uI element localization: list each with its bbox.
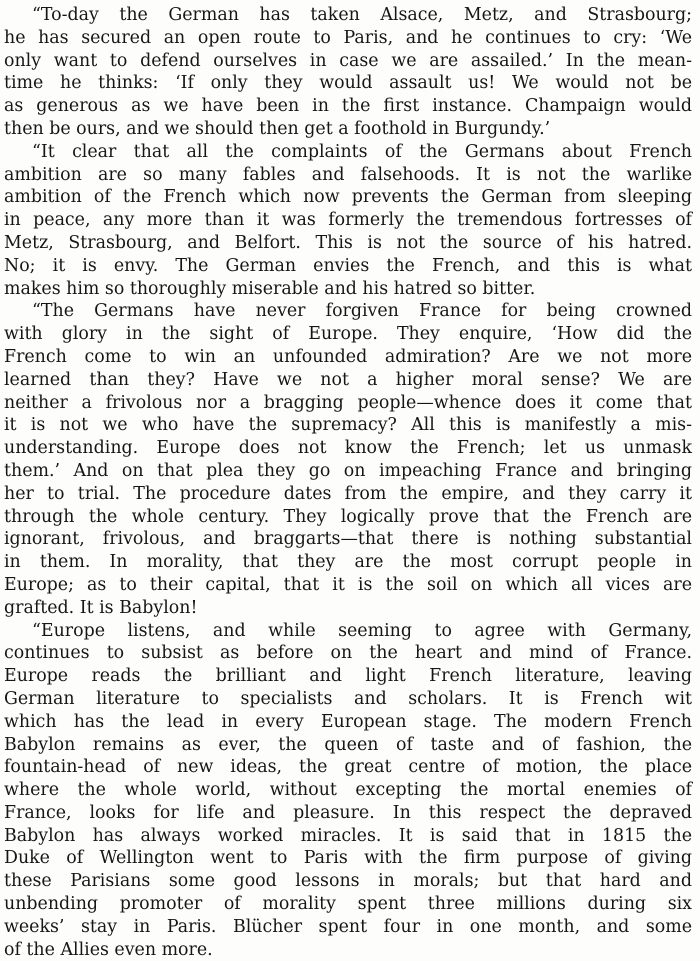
text-line: them.’ And on that plea they go on impeaching France and bringing bbox=[4, 460, 692, 481]
text-line: ignorant, frivolous, and braggarts—that there is nothing substantial bbox=[4, 529, 692, 550]
text-line: Europe reads the brilliant and light French literature, leaving bbox=[4, 666, 692, 687]
text-line: Metz, Strasbourg, and Belfort. This is not the source of his hatred. bbox=[4, 232, 692, 253]
paragraph-1 bbox=[4, 4, 692, 141]
text-line: No; it is envy. The German envies the French, and this is what bbox=[4, 255, 692, 276]
text-line: these Parisians some good lessons in morals; but that hard and bbox=[4, 871, 692, 892]
text-line: where the whole world, without excepting the mortal enemies of bbox=[4, 780, 692, 801]
paragraph-4 bbox=[4, 620, 692, 961]
text-line: unbending promoter of morality spent three millions during six bbox=[4, 894, 692, 915]
text-line: Duke of Wellington went to Paris with the firm purpose of giving bbox=[4, 848, 692, 869]
text-line: as generous as we have been in the first instance. Champaign would bbox=[4, 96, 692, 117]
text-line: he has secured an open route to Paris, and he continues to cry: ‘We bbox=[4, 27, 692, 48]
text-line: continues to subsist as before on the heart and mind of France. bbox=[4, 643, 692, 664]
text-line: French come to win an unfounded admiration? Are we not more bbox=[4, 346, 692, 367]
text-line: through the whole century. They logically prove that the French are bbox=[4, 506, 692, 527]
text-line: then be ours, and we should then get a foothold in Burgundy.’ bbox=[4, 118, 551, 139]
text-line: her to trial. The procedure dates from the empire, and they carry it bbox=[4, 483, 692, 504]
text-line: with glory in the sight of Europe. They enquire, ‘How did the bbox=[4, 324, 692, 345]
text-line: in peace, any more than it was formerly the tremendous fortresses of bbox=[4, 210, 692, 231]
text-line: ambition of the French which now prevents the German from sleeping bbox=[4, 187, 692, 208]
paragraph-2 bbox=[4, 141, 692, 301]
text-line: “Europe listens, and while seeming to agree with Germany, bbox=[32, 620, 692, 641]
text-line: only want to defend ourselves in case we are assailed.’ In the mean- bbox=[4, 50, 692, 71]
text-line: makes him so thoroughly miserable and his hatred so bitter. bbox=[4, 278, 536, 299]
text-line: grafted. It is Babylon! bbox=[4, 597, 198, 618]
text-line: “The Germans have never forgiven France for being crowned bbox=[32, 301, 692, 322]
text-line: which has the lead in every European stage. The modern French bbox=[4, 711, 692, 732]
text-line: neither a frivolous nor a bragging people—whence does it come that bbox=[4, 392, 692, 413]
text-line: Babylon remains as ever, the queen of taste and of fashion, the bbox=[4, 734, 692, 755]
text-line: France, looks for life and pleasure. In this respect the depraved bbox=[4, 802, 692, 823]
text-line: Babylon has always worked miracles. It is said that in 1815 the bbox=[4, 825, 692, 846]
text-line: fountain-head of new ideas, the great centre of motion, the place bbox=[4, 757, 692, 778]
text-line: weeks’ stay in Paris. Blücher spent four in one month, and some bbox=[4, 916, 692, 937]
text-line: learned than they? Have we not a higher moral sense? We are bbox=[4, 369, 692, 390]
text-line: of the Allies even more. bbox=[4, 939, 213, 960]
text-line: Europe; as to their capital, that it is the soil on which all vices are bbox=[4, 574, 692, 595]
text-line: understanding. Europe does not know the French; let us unmask bbox=[4, 438, 692, 459]
text-line: “To-day the German has taken Alsace, Metz, and Strasbourg; bbox=[32, 5, 692, 25]
text-line: time he thinks: ‘If only they would assault us! We would not be bbox=[4, 73, 692, 94]
paragraph-3 bbox=[4, 300, 692, 619]
text-line: ambition are so many fables and falsehoods. It is not the warlike bbox=[4, 164, 692, 185]
text-line: “It clear that all the complaints of the Germans about French bbox=[32, 141, 692, 162]
text-line: it is not we who have the supremacy? All this is manifestly a mis- bbox=[4, 415, 692, 436]
text-line: German literature to specialists and scholars. It is French wit bbox=[4, 688, 692, 709]
text-line: in them. In morality, that they are the most corrupt people in bbox=[4, 552, 692, 573]
